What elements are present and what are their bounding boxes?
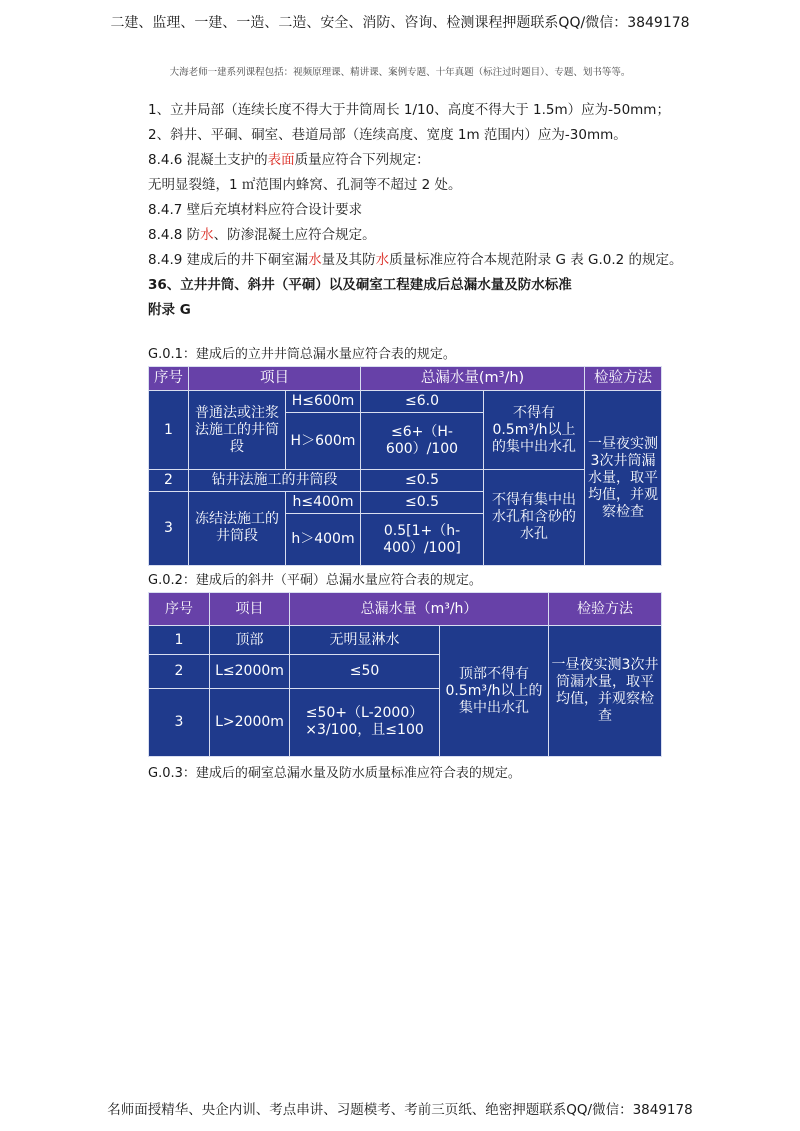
incline-leakage-table: [148, 592, 662, 757]
clause-text: 8.4.8 防: [148, 227, 201, 243]
clause-8-4-6: [118, 148, 690, 173]
clause-text: 、防渗混凝土应符合规定。: [213, 227, 376, 243]
header-cell: 序号: [149, 593, 210, 626]
highlight-text: 水: [200, 227, 214, 243]
header-cell: 检验方法: [549, 593, 662, 626]
condition-cell: H＞600m: [286, 413, 361, 469]
shaft-leakage-table: [148, 366, 662, 566]
highlight-text: 表面: [267, 152, 295, 168]
value-cell: ≤6.0: [361, 391, 484, 413]
page-subheader: 大海老师一建系列课程包括：视频原理课、精讲课、案例专题、十年真题（标注过时题目）、专题、划书等等。: [169, 67, 631, 78]
value-cell: 无明显淋水: [290, 626, 440, 655]
value-cell: ≤50+（L-2000）×3/100，且≤100: [290, 688, 440, 756]
clause-line-2: 2、斜井、平硐、硐室、巷道局部（连续高度、宽度 1m 范围内）应为-30mm。: [148, 127, 627, 143]
table1-caption: G.0.1：建成后的立井井筒总漏水量应符合表的规定。: [148, 347, 456, 362]
method-cell: 一昼夜实测3次井筒漏水量，取平均值，并观察检查: [585, 391, 662, 566]
condition-cell: H≤600m: [286, 391, 361, 413]
method-cell: 一昼夜实测3次井筒漏水量，取平均值，并观察检查: [549, 626, 662, 757]
body-text: [118, 98, 690, 323]
header-cell: 序号: [149, 367, 189, 391]
clause-text: 8.4.6 混凝土支护的: [148, 152, 268, 168]
item-cell: 普通法或注浆法施工的井筒段: [189, 391, 286, 469]
page-footer: 名师面授精华、央企内训、考点串讲、习题模考、考前三页纸、绝密押题联系QQ/微信：3849178: [107, 1102, 693, 1118]
value-cell: ≤0.5: [361, 469, 484, 491]
table2-caption: G.0.2：建成后的斜井（平硐）总漏水量应符合表的规定。: [148, 573, 482, 588]
clause-text: 8.4.9 建成后的井下硐室漏: [148, 252, 309, 268]
row-number: 1: [149, 391, 189, 469]
value-cell: ≤50: [290, 655, 440, 688]
header-cell: 总漏水量(m³/h): [361, 367, 585, 391]
value-cell: ≤0.5: [361, 491, 484, 513]
highlight-text: 水: [375, 252, 390, 268]
item-cell: 冻结法施工的井筒段: [189, 491, 286, 565]
row-number: 2: [149, 469, 189, 491]
clause-8-4-8: [118, 223, 690, 248]
header-cell: 项目: [210, 593, 290, 626]
clause-line-1: 1、立井局部（连续长度不得大于井筒周长 1/10、高度不得大于 1.5m）应为-50mm；: [148, 102, 670, 118]
section-heading: 36、立井井筒、斜井（平硐）以及硐室工程建成后总漏水量及防水标准: [148, 277, 572, 293]
header-cell: 检验方法: [585, 367, 662, 391]
header-cell: 总漏水量（m³/h）: [290, 593, 549, 626]
row-number: 3: [149, 491, 189, 565]
clause-text: 质量应符合下列规定：: [294, 152, 430, 168]
clause-text: 量及其防: [321, 252, 376, 268]
item-cell: L>2000m: [210, 688, 290, 756]
appendix-title: 附录 G: [148, 302, 191, 318]
table3-caption: G.0.3：建成后的硐室总漏水量及防水质量标准应符合表的规定。: [148, 766, 521, 781]
item-cell: 钻井法施工的井筒段: [189, 469, 361, 491]
value-cell: ≤6+（H-600）/100: [361, 413, 484, 469]
clause-8-4-9: [88, 248, 690, 273]
note-cell: 不得有0.5m³/h以上的集中出水孔: [484, 391, 585, 469]
clause-8-4-6-detail: 无明显裂缝，1 ㎡范围内蜂窝、孔洞等不超过 2 处。: [148, 177, 462, 193]
clause-text: 质量标准应符合本规范附录 G 表 G.0.2 的规定。: [389, 252, 683, 268]
note-cell: 不得有集中出水孔和含砂的水孔: [484, 469, 585, 565]
condition-cell: h＞400m: [286, 514, 361, 566]
note-cell: 顶部不得有0.5m³/h以上的集中出水孔: [440, 626, 549, 757]
header-cell: 项目: [189, 367, 361, 391]
highlight-text: 水: [308, 252, 322, 268]
row-number: 2: [149, 655, 210, 688]
clause-8-4-7: 8.4.7 壁后充填材料应符合设计要求: [148, 202, 363, 218]
item-cell: 顶部: [210, 626, 290, 655]
condition-cell: h≤400m: [286, 491, 361, 513]
page-header: 二建、监理、一建、一造、二造、安全、消防、咨询、检测课程押题联系QQ/微信：3849178: [110, 15, 690, 31]
value-cell: 0.5[1+（h-400）/100]: [361, 514, 484, 566]
item-cell: L≤2000m: [210, 655, 290, 688]
row-number: 3: [149, 688, 210, 756]
row-number: 1: [149, 626, 210, 655]
